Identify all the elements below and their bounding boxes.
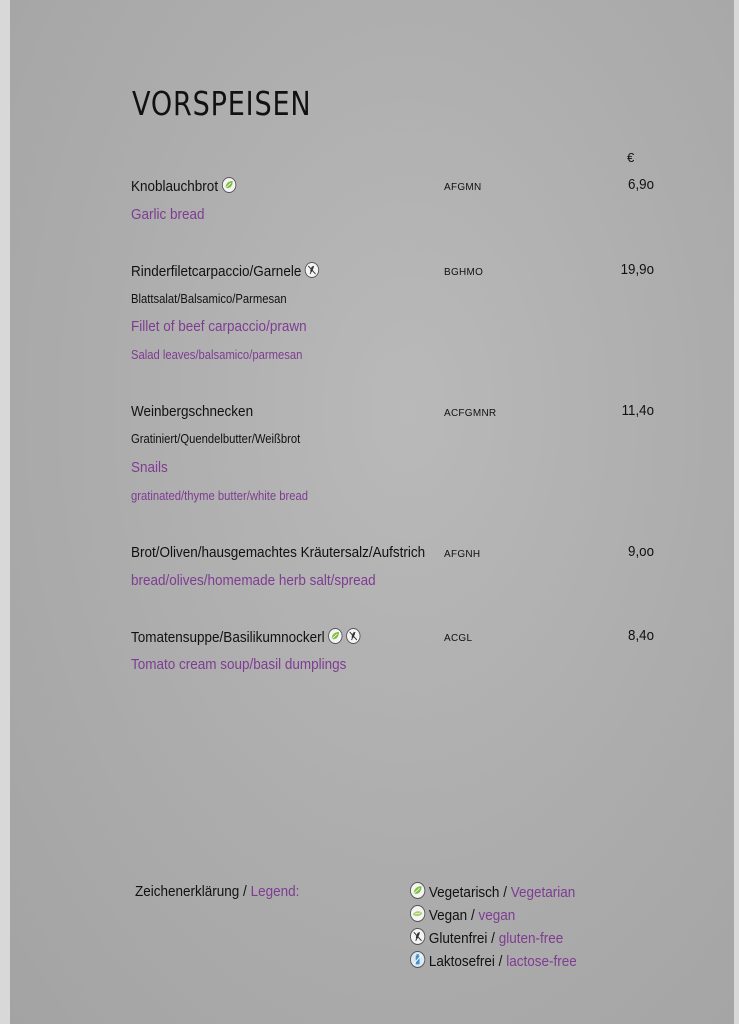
menu-item-name-en: Tomato cream soup/basil dumplings [131, 656, 347, 673]
legend-entry-vegetarian: Vegetarisch / Vegetarian [410, 882, 575, 901]
legend-entry-vegan: Vegan / vegan [410, 905, 515, 924]
menu-item-price: 19,9o [620, 262, 654, 278]
menu-item-name-en: Fillet of beef carpaccio/prawn [131, 318, 307, 335]
menu-item-name-en: bread/olives/homemade herb salt/spread [131, 572, 376, 589]
allergen-codes: ACGL [444, 632, 473, 644]
vegetarian-icon [222, 177, 236, 193]
menu-item-desc-en: Salad leaves/balsamico/parmesan [131, 348, 303, 362]
menu-item-name-en: Garlic bread [131, 206, 205, 223]
legend-entry-lactose-free: Laktosefrei / lactose-free [410, 951, 577, 970]
allergen-codes: AFGNH [444, 548, 481, 560]
allergen-codes: AFGMN [444, 181, 482, 193]
page-title: VORSPEISEN [132, 84, 312, 123]
menu-item-name-de: Rinderfiletcarpaccio/Garnele [131, 262, 319, 280]
lactose-free-icon [410, 951, 425, 968]
menu-item-name-de: Weinbergschnecken [131, 403, 254, 420]
menu-item-desc-en: gratinated/thyme butter/white bread [131, 489, 308, 503]
gluten-free-icon [346, 628, 360, 644]
legend-label: Zeichenerklärung / Legend: [135, 883, 300, 900]
vegetarian-icon [328, 628, 342, 644]
allergen-codes: BGHMO [444, 266, 484, 278]
menu-item-name-de: Knoblauchbrot [131, 177, 236, 195]
legend-entry-gluten-free: Glutenfrei / gluten-free [410, 928, 563, 947]
menu-item-price: 8,4o [628, 628, 654, 644]
menu-item-desc-de: Gratiniert/Quendelbutter/Weißbrot [131, 432, 301, 446]
allergen-codes: ACFGMNR [444, 407, 497, 419]
gluten-free-icon [410, 928, 425, 945]
gluten-free-icon [305, 262, 319, 278]
vegan-icon [410, 905, 425, 922]
menu-item-price: 6,9o [628, 177, 654, 193]
menu-item-price: 11,4o [621, 403, 654, 419]
menu-item-name-de: Tomatensuppe/Basilikumnockerl [131, 628, 361, 646]
menu-item-name-en: Snails [131, 459, 168, 476]
vegetarian-icon [410, 882, 425, 899]
menu-item-desc-de: Blattsalat/Balsamico/Parmesan [131, 292, 287, 306]
menu-item-name-de: Brot/Oliven/hausgemachtes Kräutersalz/Aufstrich [131, 544, 426, 561]
currency-symbol: € [627, 150, 635, 165]
menu-page [10, 0, 734, 1024]
menu-item-price: 9,oo [628, 544, 654, 560]
